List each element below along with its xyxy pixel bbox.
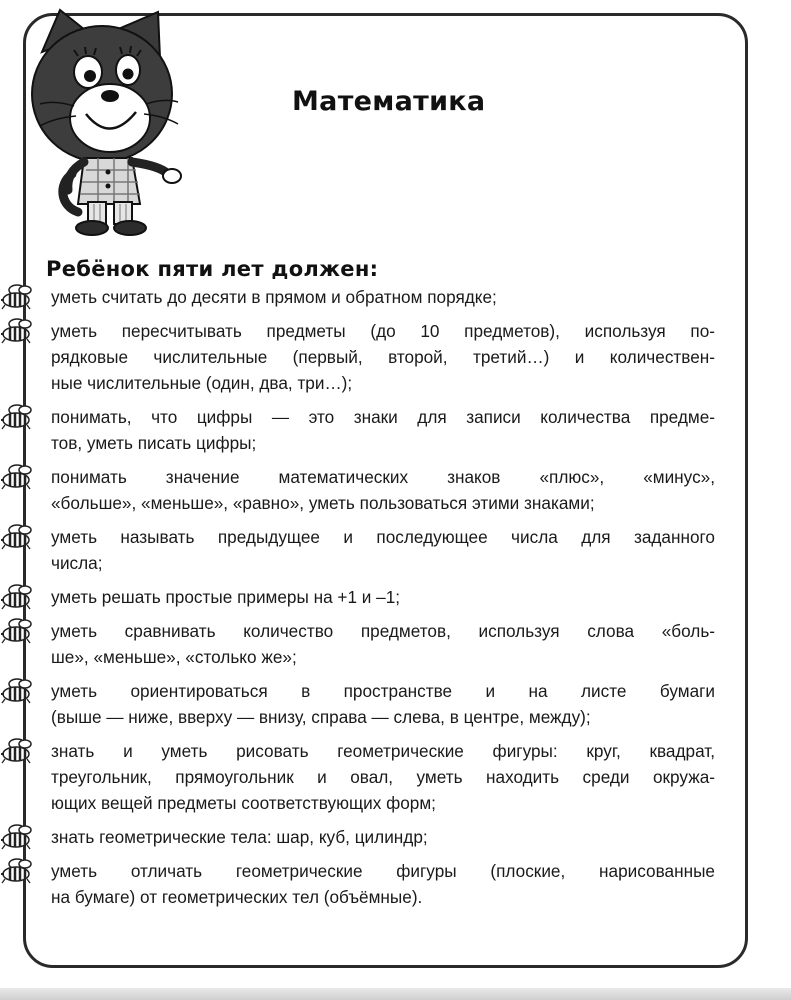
cat-illustration — [20, 6, 190, 236]
skills-list — [51, 284, 715, 918]
bee-bullet-icon — [0, 858, 34, 884]
list-item — [51, 678, 715, 730]
list-item-line: знать геометрические тела: шар, куб, цилиндр; — [51, 827, 428, 847]
list-item-line: уметь ориентироваться в пространстве и на листе бумаги — [51, 680, 715, 701]
list-item — [51, 618, 715, 670]
bee-bullet-icon — [0, 404, 34, 430]
list-item-line: числа; — [51, 553, 103, 574]
list-item-line: рядковые числительные (первый, второй, третий…) и количествен- — [51, 347, 715, 367]
list-item-line: на бумаге) от геометрических тел (объёмные). — [51, 887, 423, 907]
bee-bullet-icon — [0, 284, 34, 310]
bee-bullet-icon — [0, 618, 34, 644]
list-item-line: ше», «меньше», «столько же»; — [51, 647, 297, 667]
bee-bullet-icon — [0, 824, 34, 850]
bee-bullet-icon — [0, 318, 34, 344]
list-item — [51, 404, 715, 456]
list-item-line: уметь отличать геометрические фигуры (плоские, нарисованные — [51, 860, 715, 881]
list-item-line: уметь считать до десяти в прямом и обратном порядке; — [51, 287, 497, 307]
page-title: Математика — [292, 86, 486, 117]
list-item — [51, 738, 715, 817]
list-item — [51, 584, 715, 610]
list-item-line: знать и уметь рисовать геометрические фигуры: круг, квадрат, — [51, 740, 715, 761]
list-item-line: «больше», «меньше», «равно», уметь пользоваться этими знаками; — [51, 493, 595, 514]
list-item — [51, 318, 715, 397]
list-item-line: ные числительные (один, два, три…); — [51, 373, 353, 394]
bee-bullet-icon — [0, 738, 34, 764]
list-item — [51, 524, 715, 576]
list-item-line: уметь называть предыдущее и последующее числа для заданного — [51, 527, 715, 547]
list-item — [51, 858, 715, 910]
list-item-line: треугольник, прямоугольник и овал, уметь находить среди окружа- — [51, 767, 715, 787]
bee-bullet-icon — [0, 464, 34, 490]
list-item — [51, 284, 715, 310]
list-item-line: понимать, что цифры — это знаки для записи количества предме- — [51, 407, 715, 427]
list-item-line: уметь решать простые примеры на +1 и –1; — [51, 587, 401, 607]
list-item-line: ющих вещей предметы соответствующих форм; — [51, 793, 436, 814]
list-item-line: понимать значение математических знаков «плюс», «минус», — [51, 467, 715, 487]
list-item — [51, 464, 715, 516]
list-item-line: уметь сравнивать количество предметов, используя слова «боль- — [51, 620, 715, 641]
page-edge-shadow — [0, 988, 791, 1000]
list-item-line: (выше — ниже, вверху — внизу, справа — слева, в центре, между); — [51, 707, 591, 727]
section-subtitle: Ребёнок пяти лет должен: — [46, 257, 379, 281]
bee-bullet-icon — [0, 524, 34, 550]
list-item-line: уметь пересчитывать предметы (до 10 предметов), используя по- — [51, 320, 715, 341]
bee-bullet-icon — [0, 678, 34, 704]
list-item-line: тов, уметь писать цифры; — [51, 433, 257, 454]
list-item — [51, 824, 715, 850]
bee-bullet-icon — [0, 584, 34, 610]
